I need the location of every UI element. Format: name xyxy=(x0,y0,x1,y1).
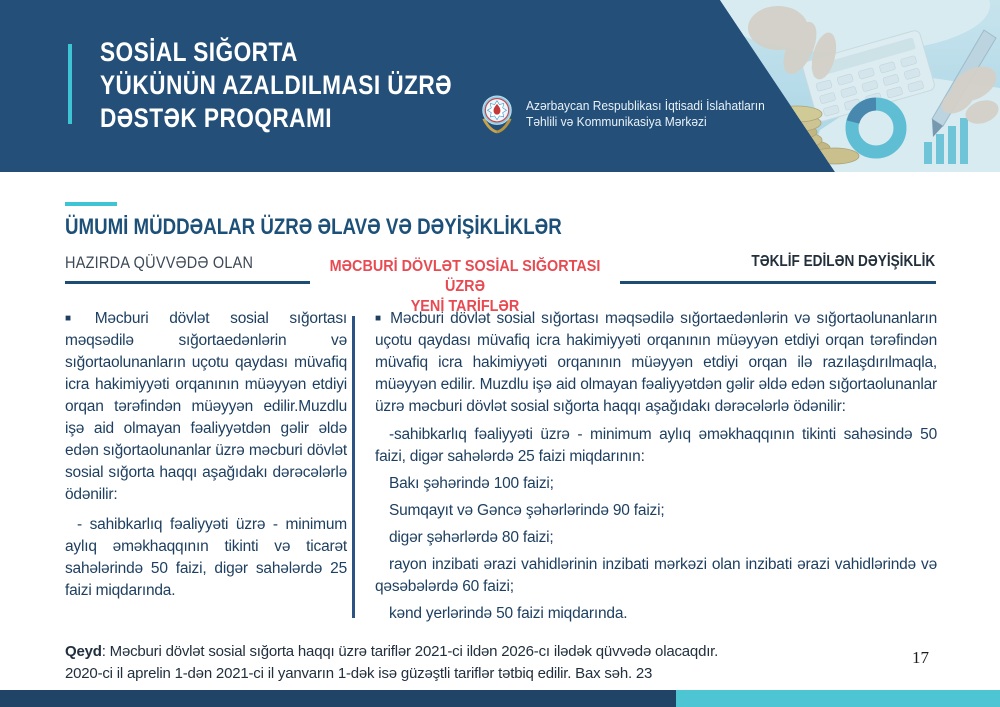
organization-name xyxy=(526,98,765,130)
right-sub-paragraph: -sahibkarlıq fəaliyyəti üzrə - minimum aylıq əməkhaqqının tikinti sahəsində 50 faizi, digər sahələrdə 25 faizi miqdarının: xyxy=(375,426,937,465)
center-red-header-line2: YENİ TARİFLƏR xyxy=(410,298,520,315)
tariff-item-sumqayit-ganja: Sumqayıt və Gəncə şəhərlərində 90 faizi; xyxy=(389,502,665,519)
left-paragraph-1-text: Məcburi dövlət sosial sığortası məqsədilə sığortaedənlərin və sığortaolunanların uçotu qaydası müvafiq icra hakimiyyəti orqanının müəyyən etdiyi orqan tərəfindən müəyyən edilir.Muzdlu işə aid olmayan fəaliyyətdən gəlir əldə edən sığortaolunanlar üzrə məcburi dövlət sosial sığorta haqqı aşağıdakı dərəcələrlə ödənilir: xyxy=(65,310,348,503)
page-number: 17 xyxy=(912,648,929,667)
slide-title-line1: SOSİAL SIĞORTA xyxy=(100,37,298,67)
right-column-header: TƏKLİF EDİLƏN DƏYİŞİKLİK xyxy=(751,253,935,270)
header-photo-art xyxy=(700,0,1000,172)
footnote xyxy=(65,641,805,685)
footnote-label: Qeyd xyxy=(65,643,102,660)
organization-name-line1: Azərbaycan Respublikası İqtisadi İslahatların xyxy=(526,99,765,113)
title-accent-bar xyxy=(68,44,72,124)
column-divider xyxy=(352,316,355,618)
left-column-header: HAZIRDA QÜVVƏDƏ OLAN xyxy=(65,253,254,272)
slide-title-line3: DƏSTƏK PROQRAMI xyxy=(100,103,333,133)
left-column xyxy=(65,308,347,602)
tariff-item-district-centers: rayon inzibati ərazi vahidlərinin inzibati mərkəzi olan inzibati ərazi vahidlərində və qəsəbələrdə 60 faizi; xyxy=(375,556,937,595)
footnote-line1-text: : Məcburi dövlət sosial sığorta haqqı üzrə tariflər 2021-ci ildən 2026-cı ilədək qüvvədə olacaqdır. xyxy=(101,643,719,660)
slide-title xyxy=(100,36,452,135)
left-column-underline xyxy=(65,281,310,284)
tariff-item-other-cities: digər şəhərlərdə 80 faizi; xyxy=(389,529,554,546)
square-bullet-icon: ■ xyxy=(375,313,384,324)
tariff-item-rural: kənd yerlərində 50 faizi miqdarında. xyxy=(389,605,628,622)
slide-title-line2: YÜKÜNÜN AZALDILMASI ÜZRƏ xyxy=(100,70,453,100)
section-title: ÜMUMİ MÜDDƏALAR ÜZRƏ ƏLAVƏ VƏ DƏYİŞİKLİKLƏR xyxy=(65,214,562,239)
bottom-bar-dark xyxy=(0,690,676,707)
left-paragraph-1 xyxy=(65,308,347,506)
right-paragraph-1-text: Məcburi dövlət sosial sığortası məqsədilə sığortaedənlərin və sığortaolunanların uçotu qaydası müvafiq icra hakimiyyəti orqanının müəyyən etdiyi orqan tərəfindən müvafiq icra hakimiyyəti orqanının müəyyən etdiyi orqan ilə razılaşdırılmaqla, müəyyən edilir. Muzdlu işə aid olmayan fəaliyyətdən gəlir əldə edən sığortaolunanlar üzrə məcburi dövlət sosial sığorta haqqı aşağıdakı dərəcələrlə ödənilir: xyxy=(375,310,937,415)
right-column xyxy=(375,308,937,625)
right-paragraph-1 xyxy=(375,308,937,418)
bottom-bar-teal xyxy=(676,690,1000,707)
right-column-underline xyxy=(620,281,936,284)
footnote-line2: 2020-ci il aprelin 1-dən 2021-ci il yanvarın 1-dək isə güzəştli tariflər tətbiq edilir. Bax səh. 23 xyxy=(65,665,653,682)
header-photo xyxy=(700,0,1000,172)
organization-block xyxy=(478,92,775,136)
center-red-header-line1: MƏCBURİ DÖVLƏT SOSİAL SIĞORTASI ÜZRƏ xyxy=(329,258,601,295)
header-band xyxy=(0,0,1000,172)
section-accent-line xyxy=(65,202,117,206)
left-paragraph-2: - sahibkarlıq fəaliyyəti üzrə - minimum aylıq əməkhaqqının tikinti və ticarət sahələrində 50 faizi, digər sahələrdə 25 faizi miqdarında. xyxy=(65,516,347,599)
azerbaijan-emblem-icon xyxy=(478,92,516,136)
tariff-item-baku: Bakı şəhərində 100 faizi; xyxy=(389,475,554,492)
square-bullet-icon: ■ xyxy=(65,313,88,324)
footnote-line1 xyxy=(65,641,805,663)
organization-name-line2: Təhlili və Kommunikasiya Mərkəzi xyxy=(526,115,707,129)
